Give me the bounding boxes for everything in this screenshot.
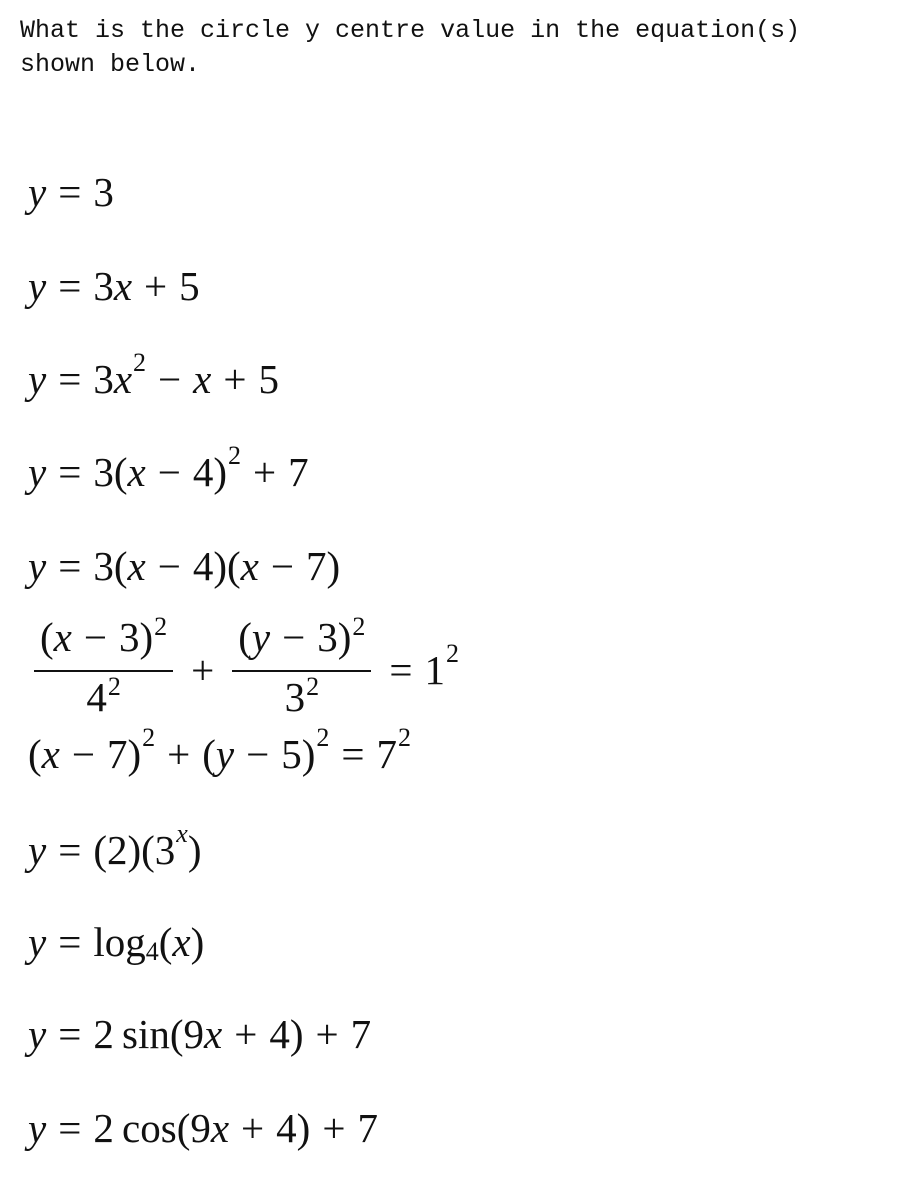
equation-1: y = 3 <box>28 169 114 215</box>
fraction-y-term: $\frac{(y - 3)^2}{3^2}$ <box>232 614 371 726</box>
equation-11: y = 2 cos(9 x + 4) + 7 <box>28 1105 378 1151</box>
equation-9: y = log $_4$ ( x ) <box>28 919 205 966</box>
question-text: What is the circle y centre value in the equation(s) shown below. <box>20 16 801 79</box>
equation-8: y = (2)(3 $^x$ ) <box>28 819 202 873</box>
equation-10: y = 2 sin(9 x + 4) + 7 <box>28 1011 372 1057</box>
equation-6: $\frac{(x - 3)^2}{4^2}$ + $\frac{(y - 3)^2}{3^2}$ = 1 $^2$ <box>28 614 459 726</box>
equation-5: y = 3( x − 4)( x − 7) <box>28 543 341 589</box>
equation-7: ( x − 7) $^2$ + ( y − 5) $^2$ = 7 $^2$ <box>28 723 412 777</box>
equation-2: y = 3 x + 5 <box>28 263 200 309</box>
fraction-x-term: $\frac{(x - 3)^2}{4^2}$ <box>34 614 173 726</box>
equation-4: y = 3( x − 4) $^2$ + 7 <box>28 441 309 495</box>
equation-3: y = 3 x $^2$ − x + 5 <box>28 348 279 402</box>
